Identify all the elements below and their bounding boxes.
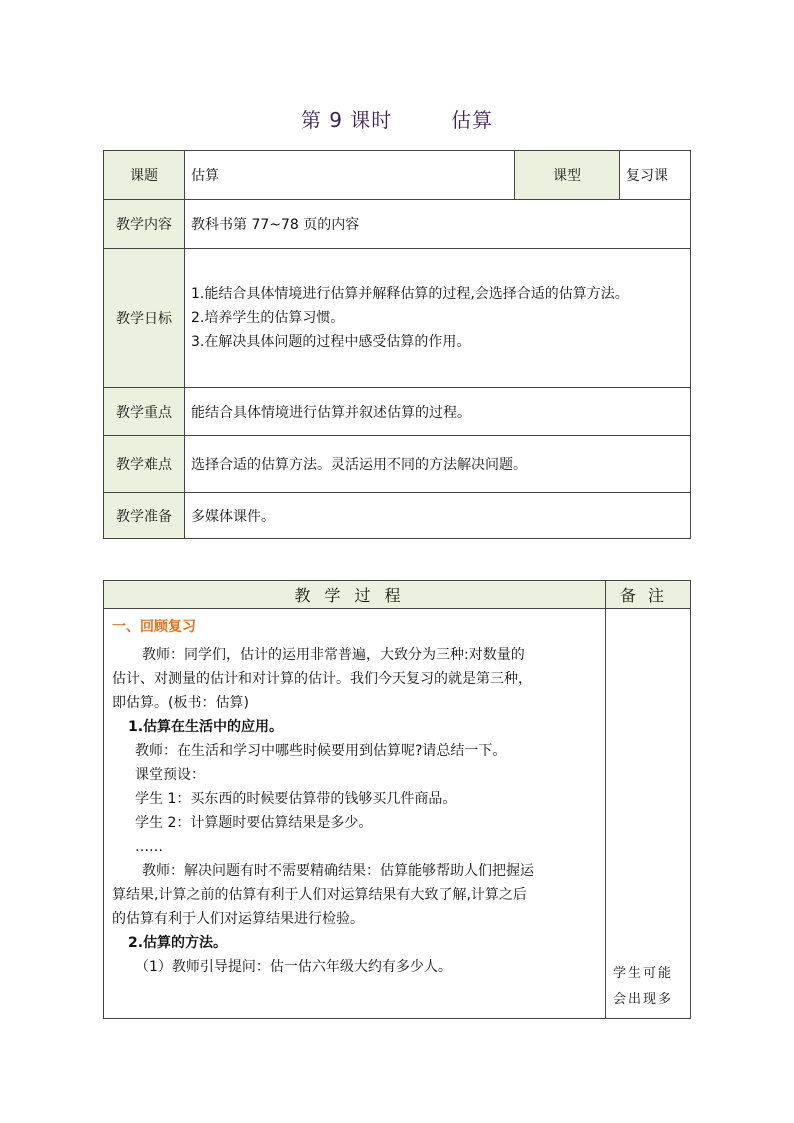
process-header-row — [104, 581, 691, 609]
subheading-application: 1.估算在生活中的应用。 — [128, 719, 284, 735]
topic-label: 课题 — [104, 151, 185, 200]
focus-label: 教学重点 — [104, 388, 185, 436]
paragraph-intro-1: 教师：同学们，估计的运用非常普遍，大致分为三种:对数量的 — [142, 647, 525, 663]
note-line-2: 会出现多 — [613, 992, 674, 1007]
note-text — [613, 961, 689, 1013]
paragraph-question: 教师：在生活和学习中哪些时候要用到估算呢?请总结一下。 — [135, 743, 507, 759]
header-process: 教学过程 — [104, 581, 606, 609]
difficulty-value: 选择合适的估算方法。灵活运用不同的方法解决问题。 — [185, 436, 691, 493]
topic-value: 估算 — [185, 151, 515, 200]
process-body-row — [104, 609, 691, 1019]
paragraph-student-1: 学生 1：买东西的时候要估算带的钱够买几件商品。 — [135, 791, 457, 807]
paragraph-preset: 课堂预设： — [135, 767, 205, 783]
topic-row — [104, 151, 691, 200]
difficulty-label: 教学难点 — [104, 436, 185, 493]
note-line-1: 学生可能 — [613, 966, 674, 981]
teaching-process-table — [103, 580, 691, 1019]
goals-label: 教学日标 — [104, 249, 185, 388]
paragraph-method-1: （1）教师引导提问：估一估六年级大约有多少人。 — [135, 959, 452, 975]
paragraph-intro-3: 即估算。(板书：估算) — [112, 695, 249, 711]
header-note: 备注 — [606, 581, 691, 609]
process-content — [104, 609, 606, 1019]
goals-row — [104, 249, 691, 388]
paragraph-summary-2: 算结果,计算之前的估算有利于人们对运算结果有大致了解,计算之后 — [112, 887, 527, 903]
goal-2: 2.培养学生的估算习惯。 — [191, 310, 345, 326]
paragraph-student-2: 学生 2：计算题时要估算结果是多少。 — [135, 815, 373, 831]
focus-row — [104, 388, 691, 436]
section-review-title: 一、回顾复习 — [112, 619, 196, 635]
content-label: 教学内容 — [104, 200, 185, 249]
type-label: 课型 — [515, 151, 620, 200]
prep-value: 多媒体课件。 — [185, 493, 691, 539]
prep-row — [104, 493, 691, 539]
page-title: 第 9 课时 估算 — [300, 108, 494, 132]
content-value: 教科书第 77~78 页的内容 — [185, 200, 691, 249]
subheading-methods: 2.估算的方法。 — [128, 935, 228, 951]
paragraph-intro-2: 估计、对测量的估计和对计算的估计。我们今天复习的就是第三种， — [112, 671, 532, 687]
focus-value: 能结合具体情境进行估算并叙述估算的过程。 — [185, 388, 691, 436]
type-value: 复习课 — [620, 151, 691, 200]
difficulty-row — [104, 436, 691, 493]
content-row — [104, 200, 691, 249]
lesson-info-table — [103, 150, 691, 539]
goal-3: 3.在解决具体问题的过程中感受估算的作用。 — [191, 334, 471, 350]
goals-value — [185, 249, 691, 388]
note-column — [606, 609, 691, 1019]
paragraph-summary-3: 的估算有利于人们对运算结果进行检验。 — [112, 911, 364, 927]
goal-1: 1.能结合具体情境进行估算并解释估算的过程,会选择合适的估算方法。 — [191, 286, 629, 302]
prep-label: 教学准备 — [104, 493, 185, 539]
paragraph-summary-1: 教师：解决问题有时不需要精确结果：估算能够帮助人们把握运 — [142, 863, 534, 879]
paragraph-ellipsis: …… — [135, 839, 163, 855]
